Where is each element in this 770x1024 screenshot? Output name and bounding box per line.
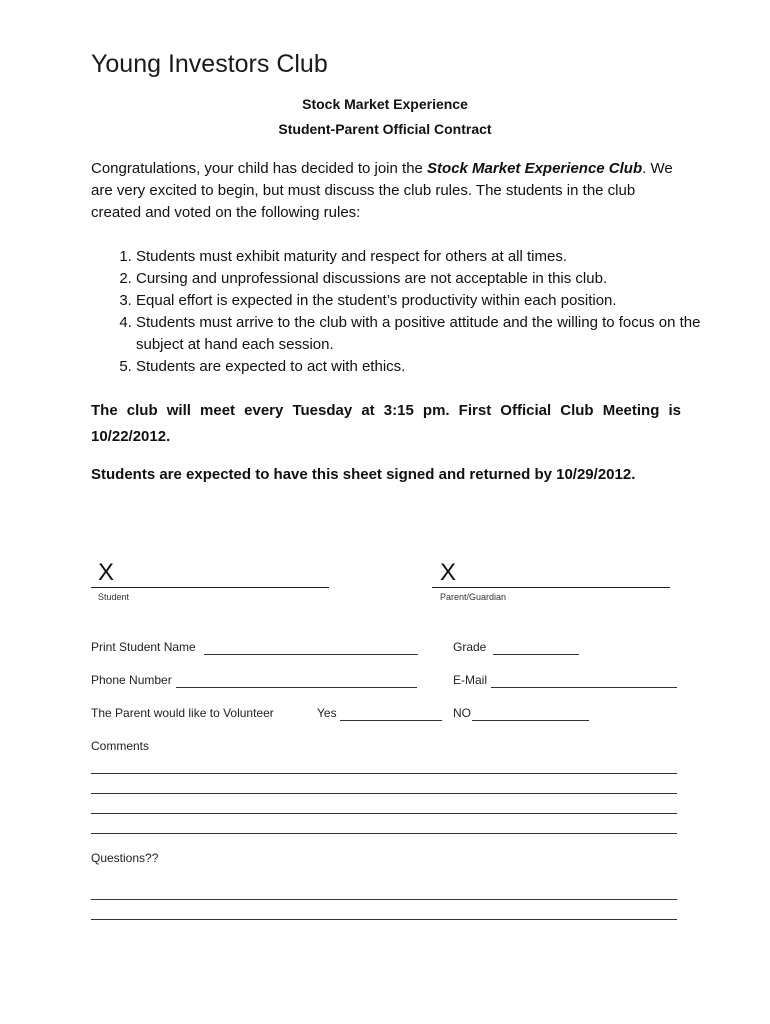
volunteer-label: The Parent would like to Volunteer [91, 706, 274, 720]
subtitle-experience: Stock Market Experience [302, 96, 468, 112]
student-signature-label: Student [98, 592, 130, 602]
list-item: 4. Students must arrive to the club with a positive attitude and the willing to focus on the subject at hand each session. [136, 312, 726, 356]
comments-line[interactable] [91, 773, 677, 774]
rules-list [91, 246, 726, 378]
questions-line[interactable] [91, 899, 677, 900]
student-signature-line[interactable] [91, 587, 329, 588]
list-item: 3. Equal effort is expected in the student’s productivity within each position. [136, 290, 726, 312]
page-title: Young Investors Club [91, 50, 328, 78]
grade-field[interactable] [493, 654, 579, 655]
parent-signature-mark: X [440, 559, 457, 586]
list-item: 5. Students are expected to act with ethics. [136, 356, 726, 378]
club-name: Stock Market Experience Club [427, 160, 643, 177]
parent-signature-label: Parent/Guardian [440, 592, 507, 602]
volunteer-yes-field[interactable] [340, 720, 442, 721]
meeting-info: The club will meet every Tuesday at 3:15 pm. First Official Club Meeting is 10/22/2012. [91, 402, 681, 445]
grade-label: Grade [453, 640, 487, 654]
list-item: 2. Cursing and unprofessional discussions are not acceptable in this club. [136, 268, 726, 290]
comments-line[interactable] [91, 813, 677, 814]
comments-label: Comments [91, 739, 150, 753]
parent-signature-line[interactable] [432, 587, 670, 588]
volunteer-no-label: NO [453, 706, 471, 720]
list-item: 1. Students must exhibit maturity and respect for others at all times. [136, 246, 726, 268]
deadline-info: Students are expected to have this sheet signed and returned by 10/29/2012. [91, 466, 636, 483]
email-field[interactable] [491, 687, 677, 688]
phone-field[interactable] [176, 687, 417, 688]
student-signature-mark: X [98, 559, 115, 586]
questions-line[interactable] [91, 919, 677, 920]
subtitle-contract: Student-Parent Official Contract [278, 121, 492, 137]
intro-prefix: Congratulations, your child has decided to join the [91, 160, 428, 177]
comments-line[interactable] [91, 793, 677, 794]
student-name-field[interactable] [204, 654, 418, 655]
intro-suffix: . We are very excited to begin, but must discuss the club rules. The students in the club created and voted on the following rules: [91, 160, 673, 221]
comments-line[interactable] [91, 833, 677, 834]
volunteer-yes-label: Yes [317, 706, 337, 720]
volunteer-no-field[interactable] [472, 720, 589, 721]
phone-label: Phone Number [91, 673, 172, 687]
email-label: E-Mail [453, 673, 488, 687]
questions-label: Questions?? [91, 851, 159, 865]
intro-paragraph [91, 158, 681, 224]
student-name-label: Print Student Name [91, 640, 196, 654]
